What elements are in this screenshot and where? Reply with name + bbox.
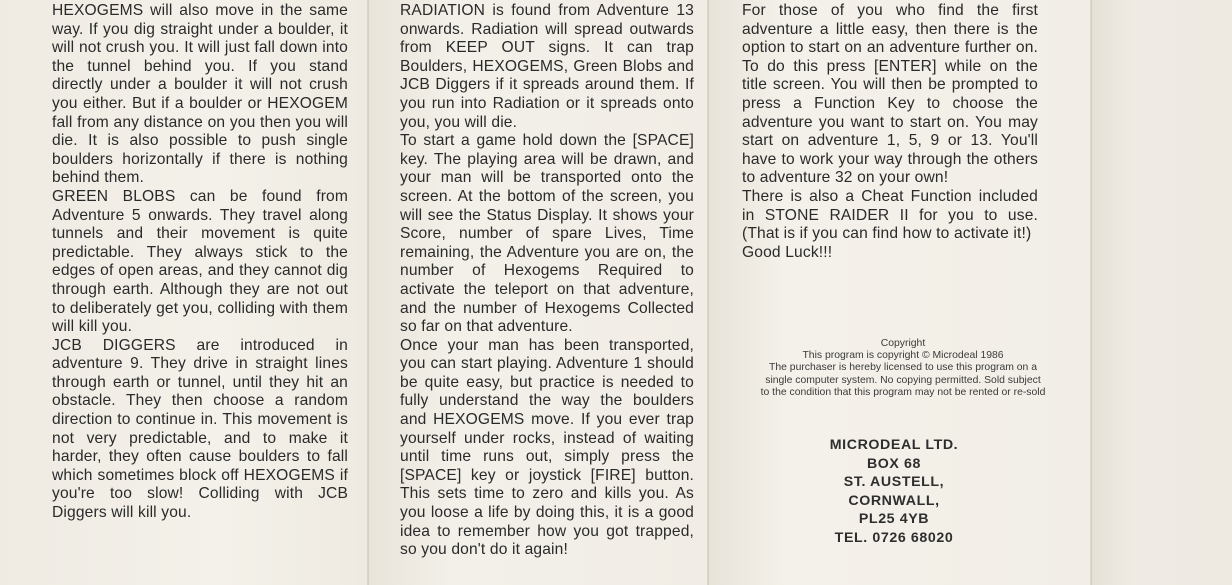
- text-column-3: [742, 2, 1038, 262]
- fold-line: [707, 0, 709, 585]
- address-line: BOX 68: [866, 455, 922, 472]
- text-column-1: [52, 2, 348, 523]
- paragraph-jcb-diggers: JCB DIGGERS are introduced in adventure 9. They drive in straight lines through earth or tunnel, until they hit an obstacle. They then choose a random direction to continue in. This movement is not very predictable, and to make it harder, they often cause boulders to fall which sometimes block off HEXOGEMS if you're too slow! Colliding with JCB Diggers will kill you.: [52, 336, 348, 522]
- publisher-address: [804, 436, 984, 548]
- copyright-line: This program is copyright © Microdeal 1986: [802, 350, 1004, 362]
- paragraph-green-blobs: GREEN BLOBS can be found from Adventure 5 onwards. They travel along tunnels and their movement is quite predictable. They always stick to the edges of open areas, and they cannot dig through earth. Although they are not out to deliberately get you, colliding with them will kill you.: [52, 187, 348, 336]
- telephone: TEL. 0726 68020: [834, 529, 954, 546]
- paragraph-playing: Once your man has been transported, you can start playing. Adventure 1 should be quite easy, but practice is needed to fully understand the way the boulders and HEXOGEMS move. If you ever trap yourself under rocks, instead of waiting until time runs out, simply press the [SPACE] key or joystick [FIRE] button. This sets time to zero and kills you. As you loose a life by doing this, it is a good idea to remember how you got trapped, so you don't do it again!: [400, 336, 694, 559]
- postcode: PL25 4YB: [858, 511, 930, 528]
- paragraph-radiation: RADIATION is found from Adventure 13 onwards. Radiation will spread outwards from KEEP OUT signs. It can trap Boulders, HEXOGEMS, Green Blobs and JCB Diggers if it spreads around them. If you run into Radiation or it spreads onto you, you will die.: [400, 2, 694, 131]
- company-name: MICRODEAL LTD.: [829, 437, 959, 453]
- address-line: ST. AUSTELL,: [843, 474, 945, 491]
- copyright-line: The purchaser is hereby licensed to use this program on a: [769, 362, 1037, 374]
- paragraph-start-game: To start a game hold down the [SPACE] key. The playing area will be drawn, and your man will be transported onto the screen. At the bottom of the screen, you will see the Status Display. It shows your Score, number of spare Lives, Time remaining, the Adventure you are on, the number of Hexogems Required to activate the teleport on that adventure, and the number of Hexogems Collected so far on that adventure.: [400, 132, 694, 336]
- copyright-line: to the condition that this program may not be rented or re-sold: [760, 386, 1046, 398]
- back-flap: [1091, 0, 1232, 585]
- address-line: CORNWALL,: [848, 492, 940, 509]
- copyright-heading: Copyright: [880, 338, 926, 349]
- fold-line: [367, 0, 369, 585]
- paragraph-cheat: There is also a Cheat Function included in STONE RAIDER II for you to use. (That is if you can find how to activate it!): [742, 187, 1038, 243]
- copyright-notice: [714, 338, 1092, 399]
- text-column-2: [400, 2, 694, 560]
- copyright-line: single computer system. No copying permitted. Sold subject: [765, 374, 1041, 386]
- paragraph-start-further: For those of you who find the first adventure a little easy, then there is the option to start on an adventure further on. To do this press [ENTER] while on the title screen. You will then be prompted to press a Function Key to choose the adventure you want to start on. You may start on adventure 1, 5, 9 or 13. You'll have to work your way through the others to adventure 32 on your own!: [742, 2, 1038, 187]
- paragraph-good-luck: Good Luck!!!: [742, 243, 833, 261]
- paragraph-hexogems: HEXOGEMS will also move in the same way. If you dig straight under a boulder, it will not crush you. It will just fall down into the tunnel behind you. If you stand directly under a boulder it will not crush you either. But if a boulder or HEXOGEM fall from any distance on you then you will die. It is also possible to push single boulders horizontally if there is nothing behind them.: [52, 2, 348, 187]
- fold-line: [1090, 0, 1092, 585]
